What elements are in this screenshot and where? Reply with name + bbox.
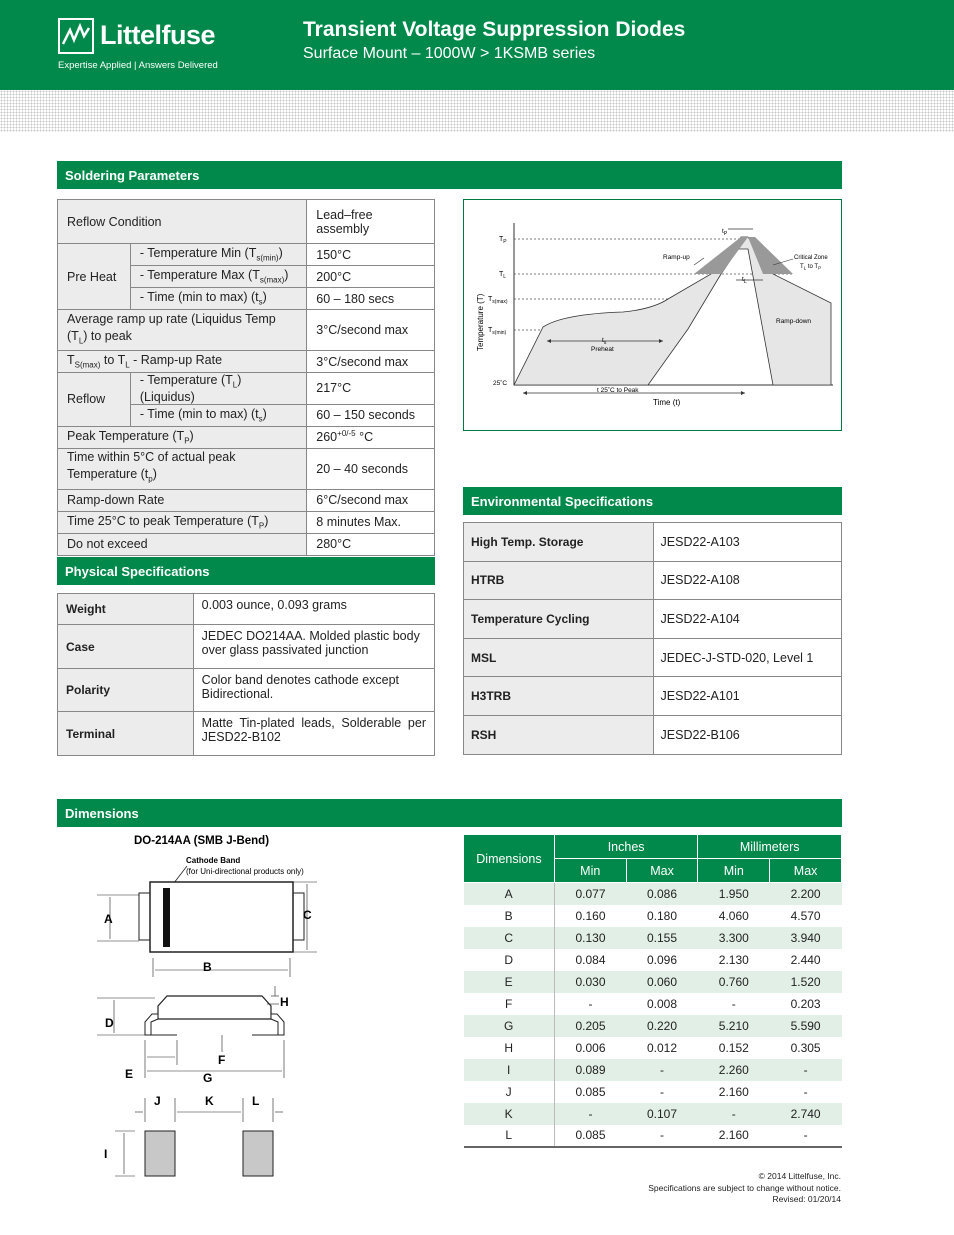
x-axis-label: Time (t) [653,398,681,407]
env-label: High Temp. Storage [464,523,654,562]
tl-time-label: $t_L$ [742,276,747,285]
table-row [464,1037,842,1059]
dim-head-mm: Millimeters [698,835,842,859]
dim-value-cell: 2.260 [698,1059,770,1081]
time-within-5c-label: Time within 5°C of actual peak Temperature $(t_p)$ [58,448,307,489]
soldering-table [57,199,435,556]
do-not-exceed-value: 280°C [307,533,435,555]
ramp-down-value: 6°C/second max [307,489,435,511]
dim-value-cell: 1.520 [770,971,842,993]
env-value: JESD22-A101 [653,677,841,716]
ts-max-ramp-value: 3°C/second max [307,351,435,373]
env-label: RSH [464,715,654,754]
preheat-time-value: 60 – 180 secs [307,288,435,310]
tp-time-label: $t_P$ [722,228,728,237]
dim-letter-cell: A [464,883,555,905]
table-row [464,927,842,949]
env-value: JESD22-A108 [653,561,841,600]
revised-date: Revised: 01/20/14 [772,1194,841,1204]
dim-value-cell: 4.060 [718,908,749,923]
solder-pad-left [145,1131,175,1176]
littelfuse-logo-icon [58,18,94,54]
dim-letter-cell: B [464,905,555,927]
table-row [464,905,842,927]
dim-letter-cell: K [464,1103,555,1125]
reflow-profile-diagram [463,199,842,431]
do-not-exceed-label: Do not exceed [58,533,307,555]
dim-value-cell: 0.008 [647,996,678,1011]
dim-value-cell: 0.160 [575,908,606,923]
tsmax-level-label: $T_{s(max)}$ [488,296,508,305]
env-label: Temperature Cycling [464,600,654,639]
dim-letter-e: E [125,1067,134,1081]
dim-value-cell: 0.760 [698,971,770,993]
terminal-label: Terminal [58,712,194,756]
environmental-section-header: Environmental Specifications [463,487,842,515]
temp-max-label: - Temperature Max $(T_{s(max)})$ [130,266,306,288]
page-footer [648,1171,841,1206]
dim-letter-c: C [303,908,312,922]
dim-value-cell: 2.440 [790,952,821,967]
time-25c-value: 8 minutes Max. [307,511,435,533]
dim-letter-cell: J [464,1081,555,1103]
t25-to-peak-label: t 25˚C to Peak [597,387,639,394]
document-subtitle: Surface Mount – 1000W > 1KSMB series [303,45,596,62]
dim-value-cell: 0.155 [626,927,698,949]
liquidus-temp-label: - Temperature $(T_L)$ (Liquidus) [130,373,306,405]
dim-value-cell: 0.084 [575,952,606,967]
dim-value-cell: - [626,1059,698,1081]
dim-value-cell: 3.940 [770,927,842,949]
time-25c-label: Time 25°C to peak Temperature $(T_P)$ [58,511,307,533]
env-label: H3TRB [464,677,654,716]
dim-head-min: Min [698,859,770,883]
env-value: JESD22-A104 [653,600,841,639]
package-drawing [57,830,407,1190]
tsmin-level-label: $T_{s(min)}$ [488,327,507,336]
polarity-label: Polarity [58,669,194,712]
time-within-5c-value: 20 – 40 seconds [307,448,435,489]
dim-value-cell: 0.089 [554,1059,626,1081]
dim-letter-b: B [203,960,212,974]
dim-value-cell: 0.130 [554,927,626,949]
peak-temp-value: $260^{+0/-5}$ °C [307,426,435,448]
brand-name: Littelfuse [100,20,216,50]
reflow-time-value: 60 – 150 seconds [307,404,435,426]
dim-letter-cell: H [464,1037,555,1059]
t25-level-label: 25˚C [493,380,508,387]
reflow-time-label: - Time (min to max) $(t_s)$ [130,404,306,426]
case-value: JEDEC DO214AA. Molded plastic body over glass passivated junction [193,625,434,669]
dim-head-max: Max [626,859,698,883]
document-title: Transient Voltage Suppression Diodes [303,18,686,41]
dim-value-cell: 2.200 [770,883,842,905]
physical-section-header: Physical Specifications [57,557,435,585]
cathode-band [163,888,170,947]
dim-value-cell: 0.152 [718,1040,749,1055]
avg-ramp-label: Average ramp up rate (Liquidus Temp $(T_L)$ to peak [58,310,307,351]
table-row [464,883,842,905]
dim-letter-i: I [104,1147,108,1161]
dim-value-cell: - [554,1103,626,1125]
avg-ramp-value: 3°C/second max [307,310,435,351]
terminal-value: Matte Tin-plated leads, Solderable per JESD22-B102 [193,712,434,756]
dim-value-cell: 0.012 [647,1040,678,1055]
case-label: Case [58,625,194,669]
temp-min-value: 150°C [307,244,435,266]
ts-max-ramp-label: $T_{S(max)}$ to $T_L$ - Ramp-up Rate [58,351,307,373]
physical-table [57,593,435,756]
env-label: HTRB [464,561,654,600]
dim-value-cell: - [626,1125,698,1147]
dim-value-cell: 2.740 [770,1103,842,1125]
env-value: JESD22-A103 [653,523,841,562]
env-value: JEDEC-J-STD-020, Level 1 [653,638,841,677]
env-value: JESD22-B106 [653,715,841,754]
dim-value-cell: 0.030 [554,971,626,993]
dim-letter-l: L [252,1094,260,1108]
dim-value-cell: 4.570 [790,908,821,923]
dim-value-cell: - [731,996,736,1011]
dim-value-cell: 3.300 [698,927,770,949]
dim-value-cell: 5.590 [770,1015,842,1037]
dim-value-cell: 0.180 [647,908,678,923]
weight-label: Weight [58,594,194,625]
dim-value-cell: 2.160 [698,1125,770,1147]
dim-value-cell: - [770,1059,842,1081]
dim-value-cell: 0.096 [647,952,678,967]
dim-value-cell: 0.205 [554,1015,626,1037]
dim-letter-cell: E [464,971,555,993]
dimensions-table [463,834,842,1148]
cathode-band-note: (for Uni-directional products only) [186,867,304,876]
liquidus-temp-value: 217°C [307,373,435,405]
dim-value-cell: - [803,1084,808,1099]
reflow-label: Reflow [58,373,131,427]
preheat-time-label: - Time (min to max) $(t_s)$ [130,288,306,310]
dim-value-cell: 0.085 [575,1084,606,1099]
table-row [464,1081,842,1103]
package-name: DO-214AA (SMB J-Bend) [134,835,270,847]
notice: Specifications are subject to change without notice. [648,1182,841,1193]
soldering-section-header: Soldering Parameters [57,161,842,189]
dim-head-dimensions: Dimensions [464,835,555,883]
dim-value-cell: 0.085 [554,1125,626,1147]
dim-value-cell: 2.160 [718,1084,749,1099]
page-header [0,0,954,90]
ramp-up-label: Ramp-up [663,254,690,261]
dim-head-max: Max [770,859,842,883]
tp-level-label: $T_P$ [499,236,507,245]
weight-value: 0.003 ounce, 0.093 grams [193,594,434,625]
dim-letter-cell: L [464,1125,555,1147]
environmental-table [463,522,842,755]
table-row [464,1103,842,1125]
dim-letter-h: H [280,995,289,1009]
reflow-condition-label: Reflow Condition [58,200,307,244]
dim-value-cell: - [588,996,593,1011]
table-row [464,949,842,971]
dim-value-cell: 0.203 [790,996,821,1011]
polarity-value: Color band denotes cathode except Bidirectional. [193,669,434,712]
package-top-view [150,882,293,952]
dim-letter-f: F [218,1053,226,1067]
dim-value-cell: 0.220 [626,1015,698,1037]
tl-level-label: $T_L$ [499,271,507,280]
dim-letter-k: K [205,1094,214,1108]
dim-letter-g: G [203,1071,213,1085]
decorative-dot-band [0,90,954,132]
dim-value-cell: 2.130 [718,952,749,967]
dim-value-cell: 0.060 [626,971,698,993]
dim-value-cell: - [660,1084,665,1099]
brand-tagline: Expertise Applied | Answers Delivered [58,60,218,71]
table-row [464,971,842,993]
copyright: © 2014 Littelfuse, Inc. [758,1171,841,1181]
critical-zone-range: $T_L$ to $T_P$ [800,264,822,271]
dim-letter-d: D [105,1016,114,1030]
ramp-down-label: Ramp-down Rate [58,489,307,511]
dim-value-cell: 0.107 [626,1103,698,1125]
dim-value-cell: - [698,1103,770,1125]
dim-value-cell: 0.086 [626,883,698,905]
dim-letter-a: A [104,912,113,926]
peak-temp-label: Peak Temperature $(T_P)$ [58,426,307,448]
dim-value-cell: - [770,1125,842,1147]
dim-head-min: Min [554,859,626,883]
table-row [464,1125,842,1147]
dim-letter-cell: I [464,1059,555,1081]
table-row [464,1015,842,1037]
dim-letter-j: J [154,1094,161,1108]
ramp-down-label: Ramp-down [776,318,812,325]
preheat-ts-label: $t_s$ [602,337,607,346]
temp-max-value: 200°C [307,266,435,288]
dim-value-cell: 0.305 [790,1040,821,1055]
preheat-label: Preheat [591,346,614,353]
dim-letter-cell: C [464,927,555,949]
dim-value-cell: 0.077 [554,883,626,905]
package-side-view [158,996,271,1019]
temp-min-label: - Temperature Min $(T_{s(min)})$ [130,244,306,266]
dim-letter-cell: F [464,993,555,1015]
lead-free-value: Lead–free assembly [307,200,435,244]
dim-letter-cell: D [464,949,555,971]
dim-head-inches: Inches [554,835,698,859]
dimensions-section-header: Dimensions [57,799,842,827]
solder-pad-right [243,1131,273,1176]
cathode-band-label: Cathode Band [186,856,241,865]
env-label: MSL [464,638,654,677]
dim-value-cell: 0.006 [575,1040,606,1055]
dim-value-cell: 1.950 [698,883,770,905]
dim-letter-cell: G [464,1015,555,1037]
table-row [464,993,842,1015]
table-row [464,1059,842,1081]
dim-value-cell: 5.210 [698,1015,770,1037]
critical-zone-label: Critical Zone [794,255,828,261]
y-axis-label: Temperature (T) [476,293,485,351]
pre-heat-label: Pre Heat [58,244,131,310]
